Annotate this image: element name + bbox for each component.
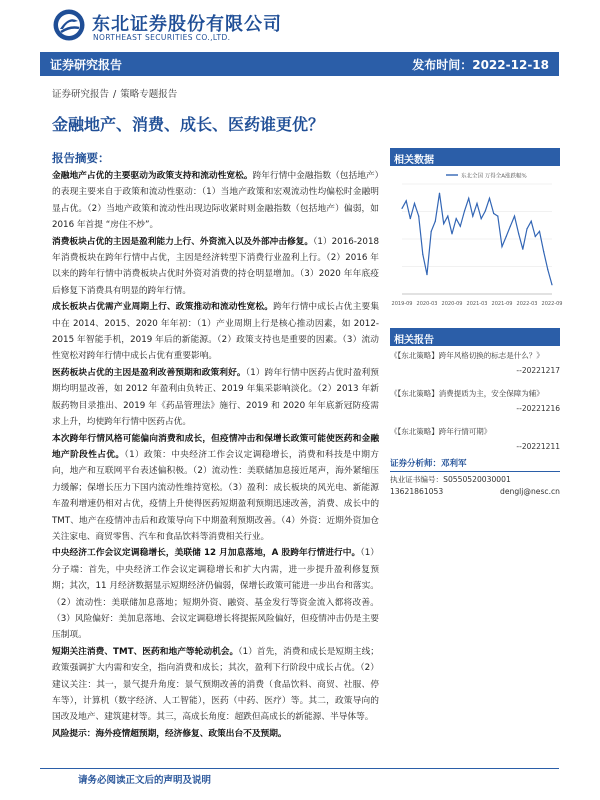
x-tick-label: 2022-03 <box>516 301 538 307</box>
paragraph-lead: 成长板块占优需产业周期上行、政策推动和流动性宽松。 <box>52 302 274 313</box>
series-point <box>422 254 423 255</box>
page-title: 金融地产、消费、成长、医药谁更优？ <box>52 115 325 134</box>
related-reports-title: 相关报告 <box>390 328 560 346</box>
risk-warning-text: 风险提示：海外疫情超预期，经济修复、政策出台不及预期。 <box>52 728 287 739</box>
x-tick-label: 2020-09 <box>441 301 463 307</box>
footer-note: 请务必阅读正文后的声明及说明 <box>78 775 212 786</box>
breadcrumb <box>52 86 177 100</box>
x-tick-label: 2019-09 <box>391 301 413 307</box>
related-report-title[interactable]: 《【东北策略】跨年风格切换的标志是什么？》 <box>390 351 544 360</box>
series-point <box>481 218 482 219</box>
x-tick-label: 2021-09 <box>491 301 513 307</box>
x-tick-label: 2020-03 <box>416 301 438 307</box>
license-number: S0550520030001 <box>443 475 511 484</box>
series-point <box>418 216 419 217</box>
related-report-date: --20221217 <box>516 366 560 375</box>
series-point <box>518 233 519 234</box>
series-point <box>497 216 498 217</box>
series-point <box>431 231 432 232</box>
paragraph-text: （1）分子端：首先，中央经济工作会议定调稳增长和扩大内需，进一步提升盈利修复预期；其次，11 月经济数据显示短期经济仍偏弱，保增长政策可能进一步出台和落实。（2）流动性：美联储加息落地；短期外资、融资、基金发行等资金流入都将改善。（3）风险偏好：美加息落地、会议定调稳增长将提振风险偏好，但疫情冲击仍是主要压制项。 <box>52 548 379 641</box>
license-label: 执业证书编号： <box>390 475 444 484</box>
breadcrumb-item-strategy: 策略专题报告 <box>120 89 178 100</box>
series-point <box>489 198 490 199</box>
series-point <box>468 198 469 199</box>
publish-label: 发布时间： <box>412 58 473 72</box>
series-point <box>510 226 511 227</box>
series-point <box>476 203 477 204</box>
header-bar <box>40 52 559 76</box>
publish-date-value: 2022-12-18 <box>472 58 549 72</box>
series-point <box>514 216 515 217</box>
paragraph-lead: 短期关注消费、TMT、医药和地产等轮动机会。 <box>52 646 239 657</box>
series-point <box>464 210 465 211</box>
series-point <box>439 193 440 194</box>
summary-paragraph <box>52 168 379 234</box>
series-point <box>531 221 532 222</box>
analyst-info <box>390 458 560 498</box>
related-report-date: --20221211 <box>516 442 560 451</box>
x-tick-label: 2022-09 <box>541 301 563 307</box>
related-report-date: --20221216 <box>516 404 560 413</box>
sidebar <box>390 148 563 460</box>
series-point <box>410 218 411 219</box>
related-report-item[interactable] <box>390 384 560 422</box>
paragraph-text: （1）跨年行情中医药占优时盈利预期均明显改善，如 2012 年盈利由负转正、2019 年集采影响淡化。（2）2013 年新版药物目录推出、2019 年《药品管理法》施行、2019 和 2020 年年底新冠防疫需求上升，均使跨年行情中医药占优。 <box>52 367 379 428</box>
series-point <box>506 236 507 237</box>
related-report-title[interactable]: 《【东北策略】消费提质为主，安全保障为辅》 <box>390 389 544 398</box>
summary-paragraph <box>52 234 379 300</box>
line-chart <box>390 166 563 316</box>
paragraph-text: （1）2016-2018 年消费板块在跨年行情中占优，主因是经济转型下消费行业盈利上行。（2）2016 年以来的跨年行情中消费板块占优时外资对消费的持仓明显增加。（3）2020 年年底疫后修复下消费具有明显的跨年行情。 <box>52 236 380 296</box>
series-point <box>522 249 523 250</box>
analyst-role-label: 证券分析师： <box>390 459 442 469</box>
related-report-item[interactable] <box>390 346 560 384</box>
series-point <box>460 226 461 227</box>
breadcrumb-item-research: 证券研究报告 <box>52 89 110 100</box>
series-point <box>493 213 494 214</box>
summary-heading: 报告摘要： <box>52 151 110 165</box>
company-logo-icon <box>52 8 86 42</box>
summary-body <box>52 168 379 742</box>
series-point <box>406 200 407 201</box>
company-name-en: NORTHEAST SECURITIES CO.,LTD. <box>93 33 231 42</box>
series-point <box>456 218 457 219</box>
analyst-name: 邓利军 <box>441 459 467 469</box>
paragraph-text: 跨年行情中金融指数（包括地产）的表现主要来自于政策和流动性驱动：（1）当地产政策和宏观流动性均偏松时金融明显占优。（2）当地产政策和流动性出现边际收紧时则金融指数（包括地产）偏弱，如 2016 年首提 “房住不炒”。 <box>52 171 380 231</box>
x-tick-label: 2021-03 <box>466 301 488 307</box>
paragraph-text: 跨年行情中成长占优主要集中在 2014、2015、2020 年年初：（1）产业周期上行是核心推动因素，如 2012-2015 年智能手机，2019 年后的新能源。（2）政策支持也是重要的因素。（3）流动性宽松对跨年行情中成长占优有重要影响。 <box>52 302 380 362</box>
summary-paragraph <box>52 545 379 643</box>
related-data-chart <box>390 166 563 316</box>
breadcrumb-separator: / <box>113 89 117 100</box>
publish-date <box>412 56 549 73</box>
series-point <box>501 246 502 247</box>
related-report-title[interactable]: 《【东北策略】跨年行情可期》 <box>390 427 492 436</box>
paragraph-text: （1）政策：中央经济工作会议定调稳增长，消费和科技是中期方向，地产和互联网平台表述偏积极。（2）流动性：美联储加息接近尾声，海外紧缩压力缓解；保增长压力下国内流动性维持宽松。（3）盈利：成长板块的风光电、新能源车盈利增速仍相对占优，疫情上升使得医药短期盈利预期迅速改善，消费、成长中的 TMT、地产在疫情冲击后和政策导向下中期盈利预期改善。（4）外资：近期外资加仓关注家电、商贸零售、汽车和食品饮料等消费相关行业。 <box>52 449 379 542</box>
summary-paragraph <box>52 365 379 431</box>
series-point <box>543 251 544 252</box>
paragraph-lead: 金融地产占优的主要驱动为政策支持和流动性宽松。 <box>52 171 253 181</box>
series-point <box>526 228 527 229</box>
series-point <box>485 210 486 211</box>
summary-paragraph <box>52 299 379 365</box>
analyst-phone: 13621861053 <box>390 487 444 496</box>
series-point <box>535 236 536 237</box>
legend-label: 东北全国 万得全A涨跌幅% <box>461 173 527 180</box>
series-point <box>472 216 473 217</box>
series-point <box>414 203 415 204</box>
summary-paragraph <box>52 431 379 546</box>
summary-paragraph <box>52 644 379 726</box>
related-report-item[interactable] <box>390 422 560 460</box>
company-name-cn: 东北证券股份有限公司 <box>92 14 282 35</box>
series-point <box>447 216 448 217</box>
company-logo <box>52 8 312 48</box>
series-point <box>426 274 427 275</box>
series-point <box>443 223 444 224</box>
analyst-divider <box>390 471 560 472</box>
paragraph-text: （1）首先，消费和成长是短期主线；政策强调扩大内需和安全，指向消费和成长；其次，盈利下行阶段中成长占优。（2）建议关注：其一，景气提升角度：景气预期改善的消费（食品饮料、商贸、社服、停车等），计算机（数字经济、人工智能），医药（中药、医疗）等。其二，政策导向的国改及地产、建筑建材等。其三，高成长角度：超跌但高成长的新能源、半导体等。 <box>52 646 379 723</box>
report-type-label: 证券研究报告 <box>50 58 123 72</box>
series-point <box>539 231 540 232</box>
series-point <box>551 284 552 285</box>
series-point <box>451 233 452 234</box>
series-point <box>435 221 436 222</box>
paragraph-lead: 医药板块占优的主因是盈利改善预期和政策利好。 <box>52 367 246 378</box>
footer-divider <box>40 768 559 769</box>
related-data-title: 相关数据 <box>390 148 560 166</box>
paragraph-lead: 消费板块占优的主因是盈利能力上行、外资流入以及外部冲击修复。 <box>52 236 314 247</box>
paragraph-lead: 中央经济工作会议定调稳增长，美联储 12 月加息落地，A 股跨年行情进行中。 <box>52 548 361 559</box>
series-point <box>547 269 548 270</box>
risk-warning <box>52 726 379 742</box>
analyst-email[interactable]: denglj@nesc.cn <box>500 487 560 496</box>
series-point <box>401 208 402 209</box>
paragraph-lead: 本次跨年行情风格可能偏向消费和成长，但疫情冲击和保增长政策可能使医药和金融地产阶段性占优。 <box>52 433 379 460</box>
